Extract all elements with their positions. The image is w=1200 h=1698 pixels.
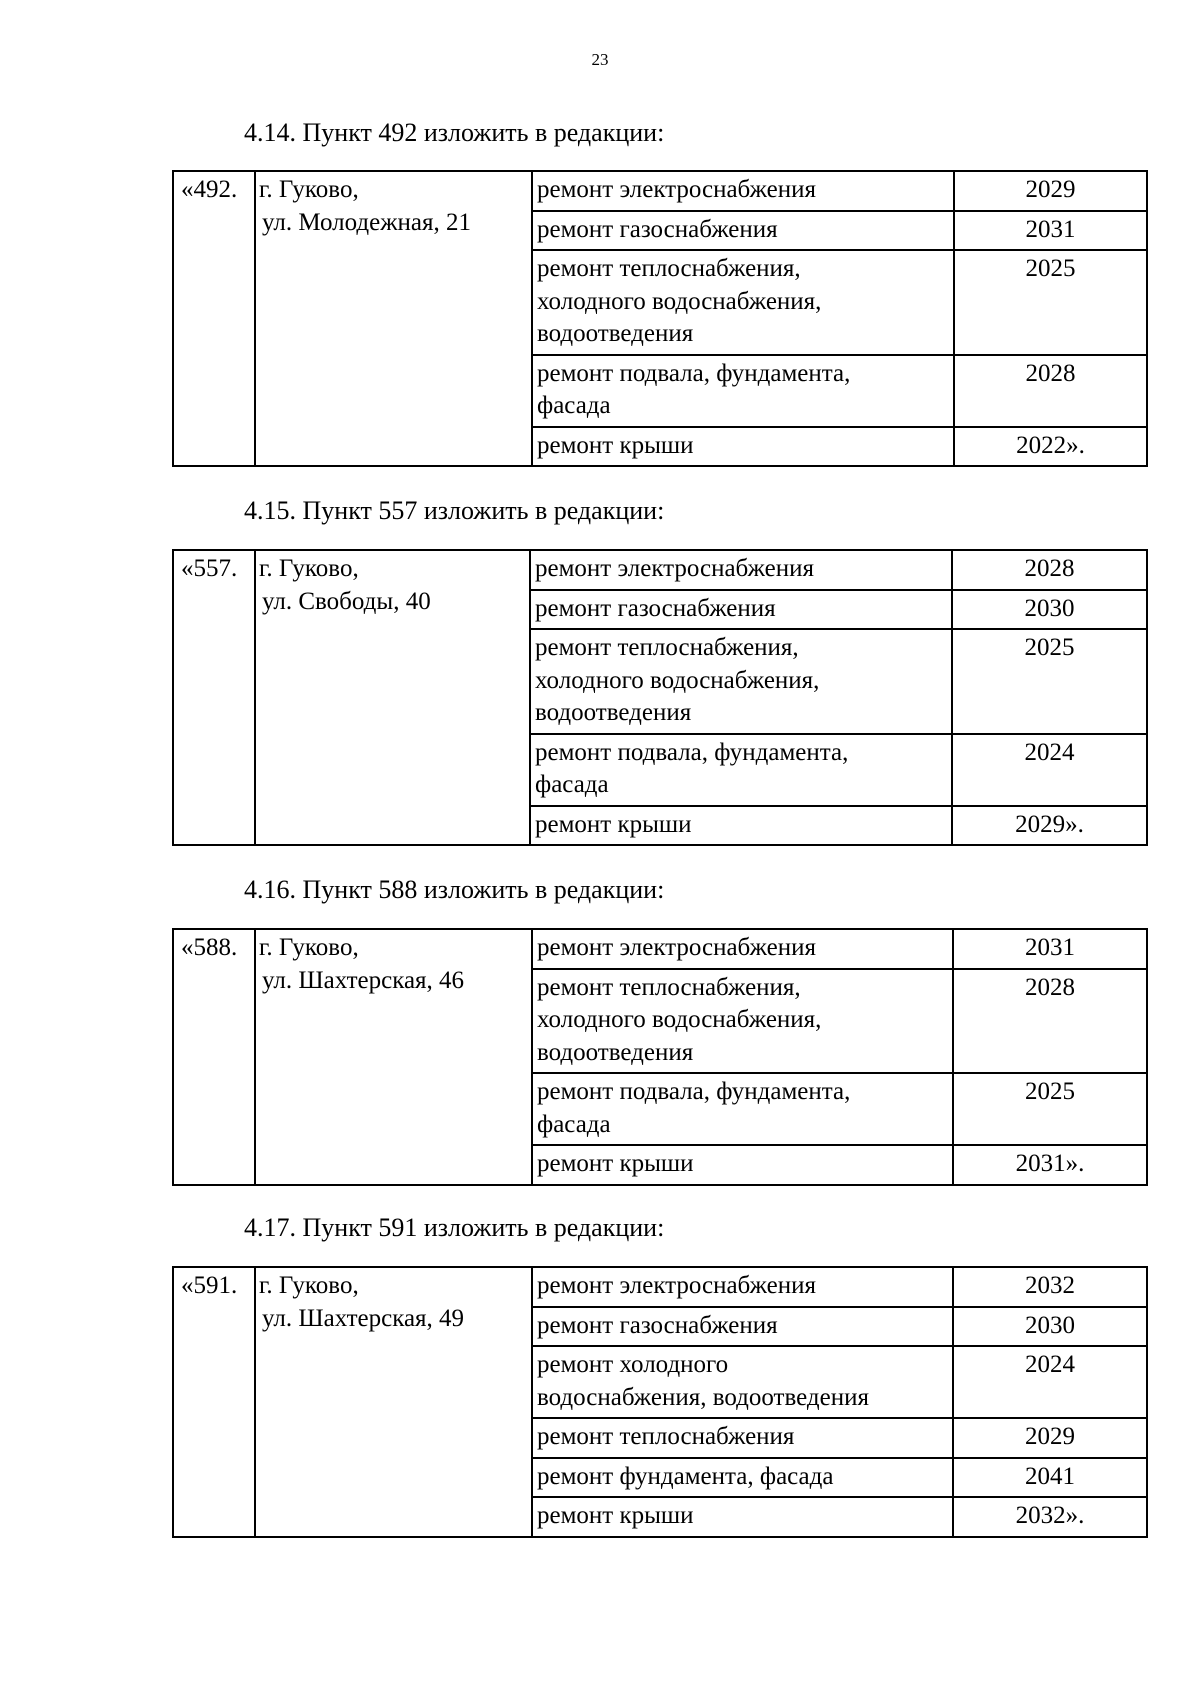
address-street: ул. Свободы, 40 — [262, 587, 431, 615]
address-city: г. Гуково, — [259, 934, 359, 961]
work-type: ремонт крыши — [532, 1497, 953, 1537]
work-year: 2029 — [953, 1418, 1147, 1458]
work-year: 2031 — [954, 211, 1147, 251]
work-year: 2031 — [953, 929, 1147, 969]
address-city: г. Гуково, — [259, 1272, 359, 1299]
work-type: ремонт электроснабжения — [532, 171, 954, 211]
item-number: «557. — [173, 550, 255, 845]
work-year: 2024 — [953, 1346, 1147, 1418]
work-year: 2029 — [954, 171, 1147, 211]
item-address — [255, 929, 532, 1185]
address-city: г. Гуково, — [259, 555, 359, 582]
table-row — [173, 550, 1147, 590]
address-street: ул. Шахтерская, 46 — [262, 966, 465, 994]
item-table-591 — [172, 1266, 1148, 1538]
work-year: 2030 — [952, 590, 1147, 630]
work-type: ремонт фундамента, фасада — [532, 1458, 953, 1498]
section-heading-4-14: 4.14. Пункт 492 изложить в редакции: — [244, 118, 665, 147]
work-type: ремонт подвала, фундамента, фасада — [532, 355, 954, 427]
work-type: ремонт подвала, фундамента, фасада — [530, 734, 952, 806]
table-row — [173, 171, 1147, 211]
item-address — [255, 550, 530, 845]
section-heading-4-15: 4.15. Пункт 557 изложить в редакции: — [244, 496, 665, 525]
work-type: ремонт теплоснабжения, холодного водоснабжения, водоотведения — [532, 969, 953, 1074]
address-street: ул. Молодежная, 21 — [262, 208, 471, 236]
work-year: 2030 — [953, 1307, 1147, 1347]
work-year: 2028 — [953, 969, 1147, 1074]
work-year: 2028 — [954, 355, 1147, 427]
work-year: 2025 — [952, 629, 1147, 734]
work-type: ремонт электроснабжения — [532, 1267, 953, 1307]
work-year: 2032». — [953, 1497, 1147, 1537]
item-address — [255, 171, 532, 466]
item-table-588 — [172, 928, 1148, 1186]
work-type: ремонт крыши — [532, 1145, 953, 1185]
work-year: 2041 — [953, 1458, 1147, 1498]
work-type: ремонт электроснабжения — [530, 550, 952, 590]
work-type: ремонт теплоснабжения — [532, 1418, 953, 1458]
item-table-492 — [172, 170, 1148, 467]
work-type: ремонт электроснабжения — [532, 929, 953, 969]
item-number: «591. — [173, 1267, 255, 1537]
work-type: ремонт теплоснабжения, холодного водоснабжения, водоотведения — [530, 629, 952, 734]
work-year: 2025 — [953, 1073, 1147, 1145]
item-number: «492. — [173, 171, 255, 466]
table-row — [173, 929, 1147, 969]
work-year: 2031». — [953, 1145, 1147, 1185]
work-type: ремонт холодного водоснабжения, водоотведения — [532, 1346, 953, 1418]
work-type: ремонт теплоснабжения, холодного водоснабжения, водоотведения — [532, 250, 954, 355]
work-type: ремонт газоснабжения — [530, 590, 952, 630]
item-address — [255, 1267, 532, 1537]
work-type: ремонт крыши — [530, 806, 952, 846]
address-street: ул. Шахтерская, 49 — [262, 1304, 465, 1332]
work-year: 2032 — [953, 1267, 1147, 1307]
work-year: 2022». — [954, 427, 1147, 467]
work-type: ремонт подвала, фундамента, фасада — [532, 1073, 953, 1145]
table-row — [173, 1267, 1147, 1307]
item-table-557 — [172, 549, 1148, 846]
page-number: 23 — [591, 50, 609, 69]
section-heading-4-16: 4.16. Пункт 588 изложить в редакции: — [244, 875, 665, 904]
item-number: «588. — [173, 929, 255, 1185]
section-heading-4-17: 4.17. Пункт 591 изложить в редакции: — [244, 1213, 665, 1242]
work-year: 2029». — [952, 806, 1147, 846]
work-year: 2025 — [954, 250, 1147, 355]
address-city: г. Гуково, — [259, 176, 359, 203]
work-year: 2024 — [952, 734, 1147, 806]
work-type: ремонт газоснабжения — [532, 211, 954, 251]
work-type: ремонт крыши — [532, 427, 954, 467]
work-year: 2028 — [952, 550, 1147, 590]
work-type: ремонт газоснабжения — [532, 1307, 953, 1347]
